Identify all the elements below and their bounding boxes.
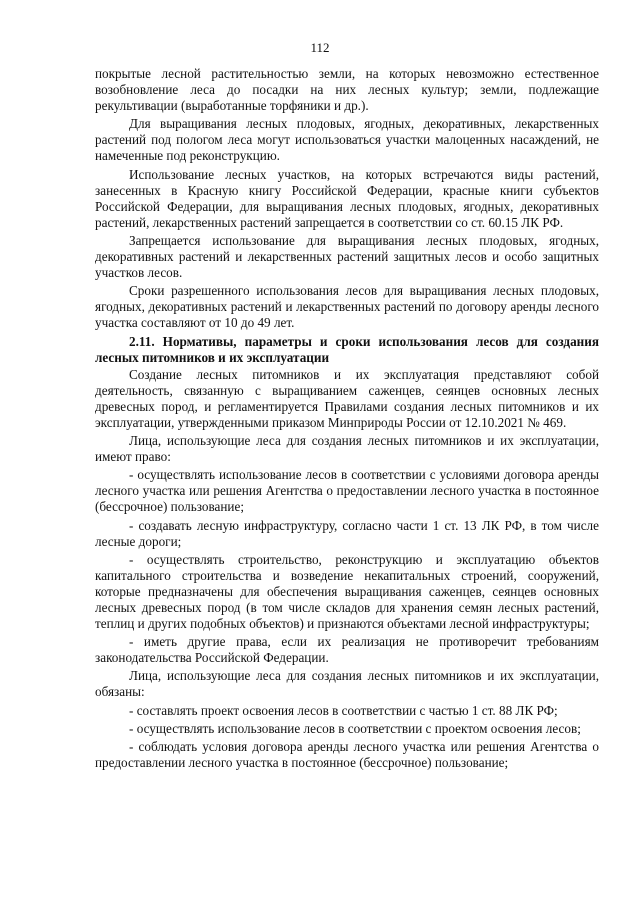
paragraph-continuation: покрытые лесной растительностью земли, на которых невозможно естественное возобновление леса до посадки на них лесных культур; земли, подлежащие рекультивации (выработанные торфяники и др.).	[95, 66, 599, 114]
section-heading: 2.11. Нормативы, параметры и сроки использования лесов для создания лесных питомников и их эксплуатации	[95, 333, 599, 365]
list-item-right: - создавать лесную инфраструктуру, согласно части 1 ст. 13 ЛК РФ, в том числе лесные дороги;	[95, 517, 599, 549]
list-item-duty: - соблюдать условия договора аренды лесного участка или решения Агентства о предоставлении лесного участка в постоянное (бессрочное) пользование;	[95, 738, 599, 770]
paragraph-protective-forest-ban: Запрещается использование для выращивания лесных плодовых, ягодных, декоративных растений и лекарственных растений защитных лесов и особо защитных участков лесов.	[95, 232, 599, 281]
paragraph-lease-terms: Сроки разрешенного использования лесов для выращивания лесных плодовых, ягодных, декоративных растений и лекарственных растений по договору аренды лесного участка составляют от 10 до 49 лет.	[95, 283, 599, 331]
paragraph-fruit-plants-understory: Для выращивания лесных плодовых, ягодных, декоративных, лекарственных растений под пологом леса могут использоваться участки малоценных насаждений, не намеченные под реконструкцию.	[95, 116, 599, 164]
paragraph-nursery-intro: Создание лесных питомников и их эксплуатация представляют собой деятельность, связанную с выращиванием саженцев, сеянцев основных лесных древесных пород, и регламентируется Правилами создания лесных питомников и их эксплуатации, утвержденными приказом Минприроды России от 12.10.2021 № 469.	[95, 366, 599, 430]
paragraph-red-book-restriction: Использование лесных участков, на которых встречаются виды растений, занесенных в Красную книгу Российской Федерации, красные книги субъектов Российской Федерации, для выращивания лесных плодовых, ягодных, декоративных растений, лекарственных растений запрещается в соответствии со ст. 60.15 ЛК РФ.	[95, 166, 599, 230]
list-item-right: - иметь другие права, если их реализация не противоречит требованиям законодательства Российской Федерации.	[95, 634, 599, 666]
list-item-right: - осуществлять строительство, реконструкцию и эксплуатацию объектов капитального строительства и возведение некапитальных строений, сооружений, которые предназначены для обеспечения выращивания саженцев, сеянцев основных лесных древесных пород (в том числе складов для хранения семян лесных растений, теплиц и других подобных объектов) и признаются объектами лесной инфраструктуры;	[95, 551, 599, 632]
list-item-right: - осуществлять использование лесов в соответствии с условиями договора аренды лесного участка или решения Агентства о предоставлении лесного участка в постоянное (бессрочное) пользование;	[95, 467, 599, 515]
list-item-duty: - составлять проект освоения лесов в соответствии с частью 1 ст. 88 ЛК РФ;	[129, 702, 558, 718]
paragraph-duties-intro: Лица, использующие леса для создания лесных питомников и их эксплуатации, обязаны:	[95, 668, 599, 700]
page-number: 112	[310, 40, 330, 55]
document-body	[95, 66, 599, 773]
paragraph-rights-intro: Лица, использующие леса для создания лесных питомников и их эксплуатации, имеют право:	[95, 433, 599, 465]
list-item-duty: - осуществлять использование лесов в соответствии с проектом освоения лесов;	[129, 720, 581, 736]
